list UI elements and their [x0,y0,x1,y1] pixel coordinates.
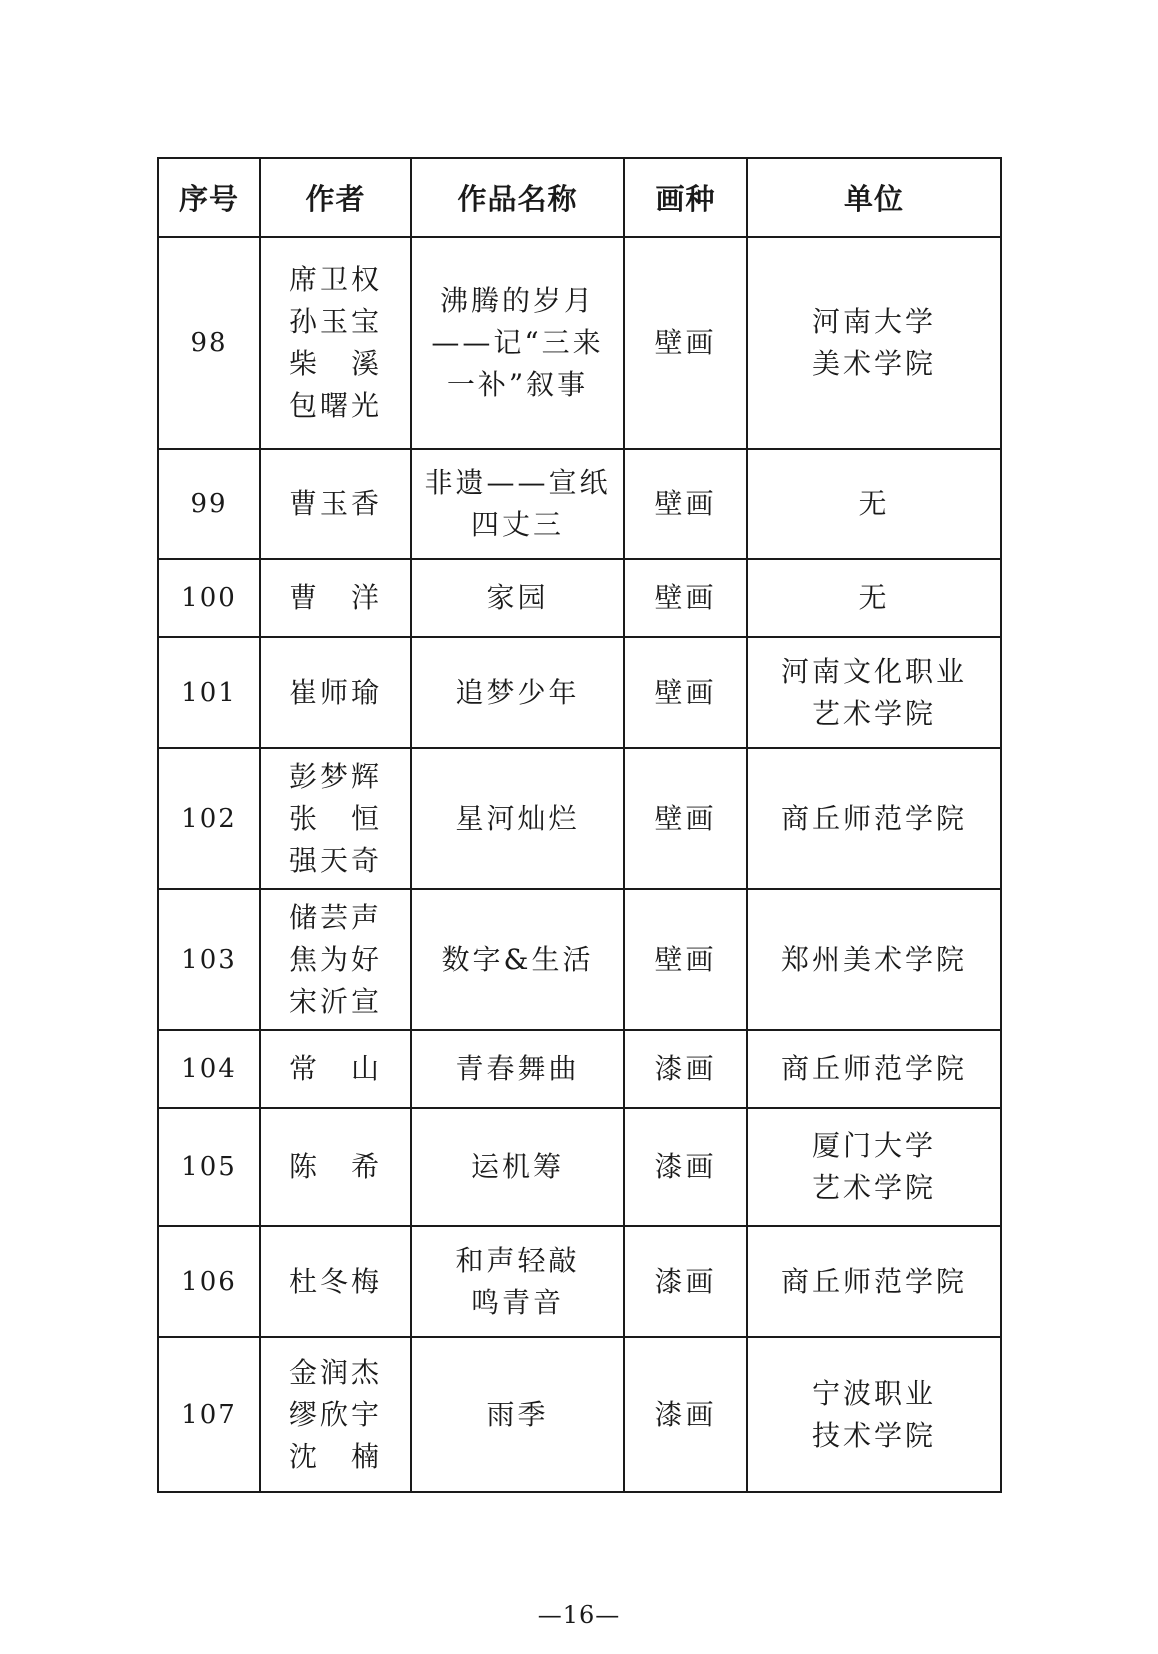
cell-author: 曹玉香 [260,449,411,559]
cell-work-title: 雨季 [411,1337,624,1492]
cell-work-title: 青春舞曲 [411,1030,624,1108]
cell-work-title: 家园 [411,559,624,637]
cell-serial: 101 [158,637,260,748]
cell-painting-type: 壁画 [624,748,747,889]
cell-work-title: 和声轻敲 鸣青音 [411,1226,624,1337]
cell-author: 崔师瑜 [260,637,411,748]
cell-painting-type: 壁画 [624,637,747,748]
cell-author: 杜冬梅 [260,1226,411,1337]
table-row [158,1108,1001,1226]
cell-serial: 99 [158,449,260,559]
table-row [158,889,1001,1030]
awards-table [157,157,1002,1493]
cell-author: 金润杰 缪欣宇 沈 楠 [260,1337,411,1492]
cell-work-title: 数字&生活 [411,889,624,1030]
table-row [158,449,1001,559]
cell-serial: 107 [158,1337,260,1492]
cell-serial: 102 [158,748,260,889]
cell-painting-type: 壁画 [624,559,747,637]
cell-unit: 商丘师范学院 [747,1030,1001,1108]
cell-serial: 106 [158,1226,260,1337]
cell-unit: 无 [747,559,1001,637]
cell-painting-type: 壁画 [624,449,747,559]
header-serial: 序号 [158,158,260,237]
cell-serial: 103 [158,889,260,1030]
cell-unit: 宁波职业 技术学院 [747,1337,1001,1492]
cell-unit: 河南大学 美术学院 [747,237,1001,449]
cell-painting-type: 漆画 [624,1337,747,1492]
cell-unit: 无 [747,449,1001,559]
cell-unit: 厦门大学 艺术学院 [747,1108,1001,1226]
cell-unit: 商丘师范学院 [747,748,1001,889]
header-author: 作者 [260,158,411,237]
table-row [158,1030,1001,1108]
page-number: —16— [537,1601,621,1629]
cell-serial: 98 [158,237,260,449]
cell-unit: 河南文化职业 艺术学院 [747,637,1001,748]
table-row [158,1226,1001,1337]
cell-serial: 100 [158,559,260,637]
cell-serial: 105 [158,1108,260,1226]
header-work-title: 作品名称 [411,158,624,237]
cell-painting-type: 漆画 [624,1108,747,1226]
cell-work-title: 追梦少年 [411,637,624,748]
header-unit: 单位 [747,158,1001,237]
cell-painting-type: 壁画 [624,237,747,449]
cell-author: 席卫权 孙玉宝 柴 溪 包曙光 [260,237,411,449]
cell-author: 曹 洋 [260,559,411,637]
table-row [158,237,1001,449]
cell-work-title: 星河灿烂 [411,748,624,889]
cell-unit: 商丘师范学院 [747,1226,1001,1337]
cell-work-title: 非遗——宣纸 四丈三 [411,449,624,559]
cell-work-title: 运机筹 [411,1108,624,1226]
cell-serial: 104 [158,1030,260,1108]
cell-author: 陈 希 [260,1108,411,1226]
table-row [158,559,1001,637]
cell-painting-type: 壁画 [624,889,747,1030]
cell-author: 储芸声 焦为好 宋沂宣 [260,889,411,1030]
table-row [158,748,1001,889]
table-row [158,637,1001,748]
cell-work-title: 沸腾的岁月 ——记“三来 一补”叙事 [411,237,624,449]
table-header-row [158,158,1001,237]
cell-author: 彭梦辉 张 恒 强天奇 [260,748,411,889]
cell-unit: 郑州美术学院 [747,889,1001,1030]
cell-author: 常 山 [260,1030,411,1108]
cell-painting-type: 漆画 [624,1030,747,1108]
table-row [158,1337,1001,1492]
header-painting-type: 画种 [624,158,747,237]
cell-painting-type: 漆画 [624,1226,747,1337]
